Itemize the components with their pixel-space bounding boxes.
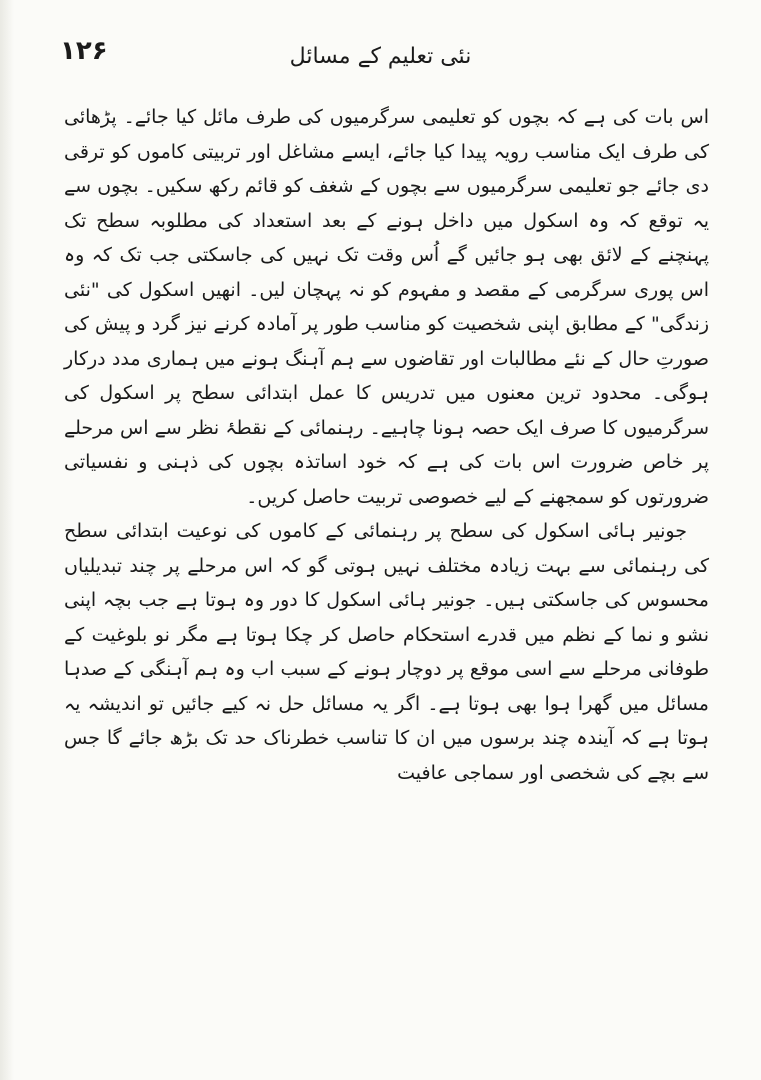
- paragraph: جونیر ہائی اسکول کی سطح پر رہنمائی کے کاموں کی نوعیت ابتدائی سطح کی رہنمائی سے بہت زیادہ مختلف نہیں ہوتی گو کہ اس مرحلے پر چند تبدیلیاں محسوس کی جاسکتی ہیں۔ جونیر ہائی اسکول کا دور وہ ہوتا ہے جب بچہ اپنی نشو و نما کے نظم میں قدرے استحکام حاصل کر چکا ہوتا ہے مگر نو بلوغیت کے طوفانی مرحلے سے اسی موقع پر دوچار ہونے کے سبب اب وہ ہم آہنگی کے صدہا مسائل میں گھرا ہوا بھی ہوتا ہے۔ اگر یہ مسائل حل نہ کیے جائیں تو اندیشہ یہ ہوتا ہے کہ آیندہ چند برسوں میں ان کا تناسب خطرناک حد تک بڑھ جائے گا جس سے بچے کی شخصی اور سماجی عافیت: [64, 520, 709, 784]
- body-text: [64, 100, 709, 790]
- running-title: نئی تعلیم کے مسائل: [289, 44, 472, 69]
- page-header: [60, 36, 701, 86]
- page-number: ۱۲۶: [60, 36, 108, 66]
- page-binding-shadow: [0, 0, 14, 1080]
- paragraph: اس بات کی ہے کہ بچوں کو تعلیمی سرگرمیوں کی طرف مائل کیا جائے۔ پڑھائی کی طرف ایک مناسب رویہ پیدا کیا جائے، ایسے مشاغل اور تربیتی کاموں کو ترقی دی جائے جو تعلیمی سرگرمیوں سے بچوں کے شغف کو قائم رکھ سکیں۔ بچوں سے یہ توقع کہ وہ اسکول میں داخل ہونے کے بعد استعداد کی مطلوبہ سطح تک پہنچنے کے لائق بھی ہو جائیں گے اُس وقت تک نہیں کی جاسکتی جب تک کہ وہ اس پوری سرگرمی کے مقصد و مفہوم کو نہ پہچان لیں۔ انھیں اسکول کی "نئی زندگی" کے مطابق اپنی شخصیت کو مناسب طور پر آمادہ کرنے نیز گرد و پیش کی صورتِ حال کے نئے مطالبات اور تقاضوں سے ہم آہنگ ہونے میں ہماری مدد درکار ہوگی۔ محدود ترین معنوں میں تدریس کا عمل ابتدائی سطح پر اسکول کی سرگرمیوں کا صرف ایک حصہ ہونا چاہیے۔ رہنمائی کے نقطۂ نظر سے اس مرحلے پر خاص ضرورت اس بات کی ہے کہ خود اساتذہ بچوں کی ذہنی و نفسیاتی ضرورتوں کو سمجھنے کے لیے خصوصی تربیت حاصل کریں۔: [64, 106, 709, 508]
